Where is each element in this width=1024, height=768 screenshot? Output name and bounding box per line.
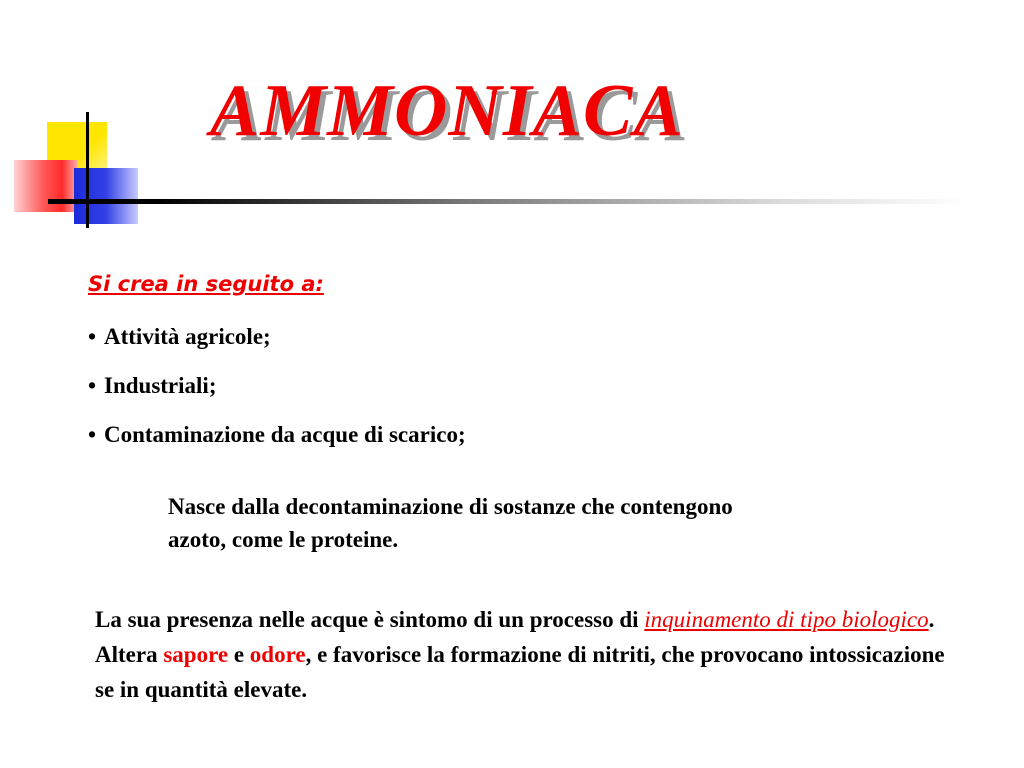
list-item <box>88 322 466 371</box>
slide-title: AMMONIACA <box>210 70 684 152</box>
cause-list <box>88 322 466 469</box>
bullet-icon: • <box>88 324 97 349</box>
bullet-icon: • <box>88 373 97 398</box>
origin-paragraph: Nasce dalla decontaminazione di sostanze che contengono azoto, come le proteine. <box>168 494 733 552</box>
pollution-type-highlight: inquinamento di tipo biologico <box>644 607 929 632</box>
effects-text-3: e <box>228 642 250 667</box>
vertical-line-decoration <box>86 112 89 228</box>
smell-highlight: odore <box>249 642 306 667</box>
title-underline-divider <box>48 199 968 204</box>
effects-text-1: La sua presenza nelle acque è sintomo di un processo di <box>95 607 645 632</box>
list-item <box>88 371 466 420</box>
list-item-text: Contaminazione da acque di scarico; <box>104 422 466 447</box>
bullet-icon: • <box>88 422 97 447</box>
list-item <box>88 420 466 469</box>
blue-square-decoration <box>74 168 138 224</box>
red-square-decoration <box>14 160 78 212</box>
taste-highlight: sapore <box>163 642 229 667</box>
effects-paragraph <box>95 602 955 707</box>
effects-text-2: . Altera <box>95 607 935 667</box>
list-item-text: Industriali; <box>104 373 217 398</box>
list-item-text: Attività agricole; <box>104 324 271 349</box>
decorative-squares-logo <box>0 0 200 240</box>
subtitle: Si crea in seguito a: <box>88 272 324 296</box>
effects-text-4: , e favorisce la formazione di nitriti, che provocano intossicazione se in quantità elevate. <box>95 642 945 702</box>
